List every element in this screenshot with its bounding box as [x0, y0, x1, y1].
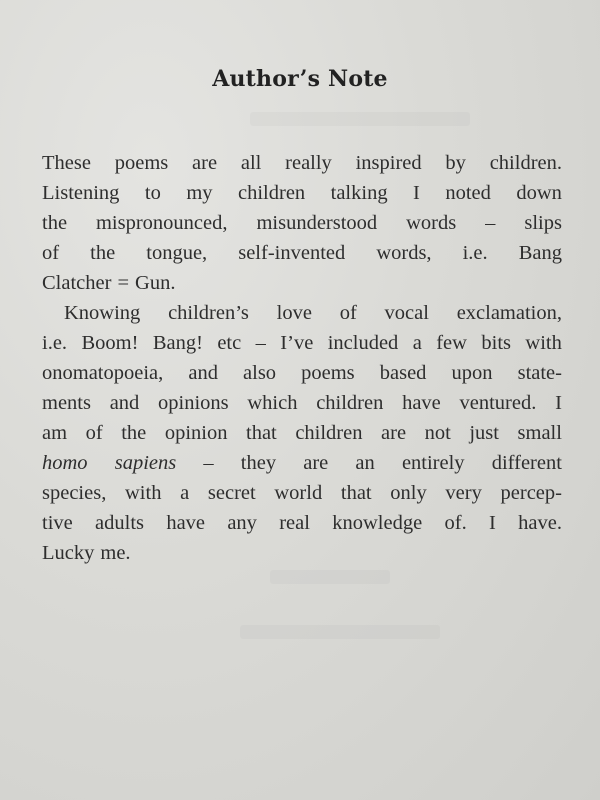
word: etc — [217, 332, 242, 354]
word: slips — [524, 212, 562, 234]
word: my — [186, 182, 213, 204]
word: that — [340, 482, 372, 504]
word: also — [243, 362, 277, 384]
body-text — [42, 148, 562, 568]
word: Knowing — [64, 302, 141, 324]
word: have. — [518, 512, 562, 534]
word: of — [339, 302, 357, 324]
word: vocal — [384, 302, 429, 324]
word: I — [555, 392, 562, 414]
word: ventured. — [459, 392, 537, 414]
word: = — [117, 272, 130, 294]
word: percep- — [500, 482, 562, 504]
word: words — [406, 212, 457, 234]
word: with — [525, 332, 562, 354]
text-line — [42, 358, 562, 388]
word: children — [316, 392, 384, 414]
word: onomatopoeia, — [42, 362, 164, 384]
word: mispronounced, — [95, 212, 228, 234]
word: talking — [330, 182, 388, 204]
word: different — [491, 452, 562, 474]
word: and — [109, 392, 140, 414]
word: down — [516, 182, 562, 204]
word: knowledge — [332, 512, 423, 534]
word: based — [379, 362, 427, 384]
word: Boom! — [81, 332, 139, 354]
word: few — [436, 332, 467, 354]
show-through-shadow — [250, 112, 470, 126]
word: world — [274, 482, 323, 504]
word: bits — [481, 332, 511, 354]
text-line — [42, 148, 562, 178]
word: noted — [445, 182, 491, 204]
text-line — [42, 328, 562, 358]
word: and — [188, 362, 218, 384]
word: I’ve — [280, 332, 314, 354]
word: are — [381, 422, 407, 444]
word: Listening — [42, 182, 120, 204]
word: have — [166, 512, 206, 534]
word: Gun. — [135, 272, 176, 294]
word: – — [255, 332, 266, 354]
word: very — [445, 482, 482, 504]
word: opinion — [164, 422, 228, 444]
word: species, — [42, 482, 107, 504]
word: Lucky — [42, 542, 95, 564]
word: children’s — [168, 302, 249, 324]
word: a — [180, 482, 190, 504]
word: words, — [376, 242, 432, 264]
word: tongue, — [146, 242, 208, 264]
text-line — [42, 448, 562, 478]
word: sapiens — [114, 452, 177, 474]
text-line — [42, 268, 562, 298]
word: not — [424, 422, 451, 444]
word: really — [285, 152, 332, 174]
text-line — [42, 508, 562, 538]
word: inspired — [355, 152, 422, 174]
word: only — [390, 482, 427, 504]
word: of. — [444, 512, 467, 534]
word: Bang! — [152, 332, 203, 354]
word: love — [276, 302, 312, 324]
word: I — [489, 512, 496, 534]
word: exclamation, — [456, 302, 562, 324]
word: the — [90, 242, 116, 264]
word: ments — [42, 392, 91, 414]
show-through-shadow — [270, 570, 390, 584]
word: misunderstood — [256, 212, 378, 234]
word: homo — [42, 452, 88, 474]
word: entirely — [401, 452, 465, 474]
text-line — [42, 538, 562, 568]
word: – — [485, 212, 496, 234]
word: that — [246, 422, 277, 444]
word: I — [413, 182, 420, 204]
word: opinions — [158, 392, 229, 414]
word: by — [445, 152, 466, 174]
word: with — [125, 482, 162, 504]
word: i.e. — [42, 332, 68, 354]
word: are — [303, 452, 329, 474]
show-through-shadow — [240, 625, 440, 639]
word: an — [355, 452, 375, 474]
word: small — [517, 422, 562, 444]
word: the — [121, 422, 147, 444]
text-line — [42, 208, 562, 238]
word: children — [295, 422, 363, 444]
text-line — [42, 178, 562, 208]
text-line — [42, 388, 562, 418]
word: the — [42, 212, 68, 234]
word: adults — [95, 512, 145, 534]
word: children — [238, 182, 306, 204]
word: any — [227, 512, 257, 534]
word: poems — [301, 362, 355, 384]
word: poems — [114, 152, 169, 174]
word: children. — [489, 152, 562, 174]
word: a — [412, 332, 422, 354]
word: am — [42, 422, 68, 444]
word: self-invented — [238, 242, 346, 264]
word: have — [402, 392, 441, 414]
text-line — [42, 478, 562, 508]
word: included — [327, 332, 399, 354]
word: to — [144, 182, 161, 204]
word: they — [240, 452, 277, 474]
word: Clatcher — [42, 272, 112, 294]
word: state- — [517, 362, 562, 384]
text-line — [42, 418, 562, 448]
word: real — [279, 512, 310, 534]
word: all — [240, 152, 262, 174]
page-title: Author’s Note — [212, 66, 388, 92]
word: are — [192, 152, 218, 174]
word: secret — [207, 482, 256, 504]
text-line — [42, 238, 562, 268]
word: upon — [451, 362, 493, 384]
word: i.e. — [462, 242, 488, 264]
text-line — [42, 298, 562, 328]
word: of — [85, 422, 103, 444]
word: – — [203, 452, 214, 474]
word: Bang — [518, 242, 562, 264]
word: which — [247, 392, 298, 414]
word: tive — [42, 512, 73, 534]
word: of — [42, 242, 60, 264]
word: me. — [100, 542, 131, 564]
word: just — [469, 422, 499, 444]
word: These — [42, 152, 91, 174]
